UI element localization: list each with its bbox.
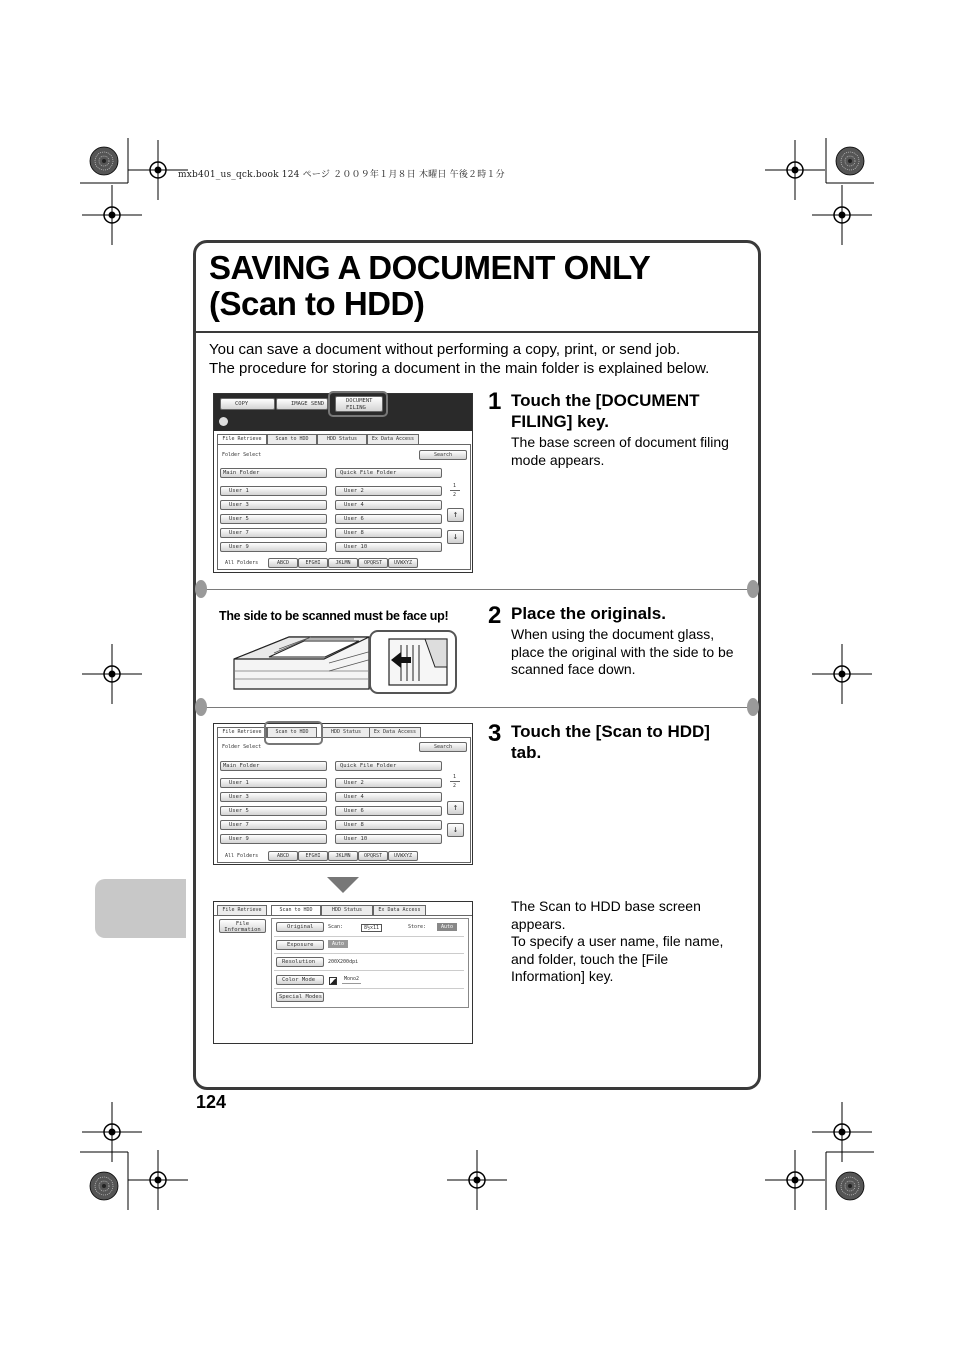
settings-row-divider bbox=[274, 970, 464, 971]
step-number: 1 bbox=[488, 388, 502, 415]
settings-row-divider bbox=[274, 936, 464, 937]
scanner-illustration bbox=[229, 627, 464, 695]
tab-ex-data-access[interactable]: Ex Data Access bbox=[373, 905, 426, 915]
color-mode-value: Mono2 bbox=[344, 976, 360, 982]
user-folder-button[interactable]: User 1 bbox=[220, 778, 327, 788]
scan-to-hdd-tab-highlight bbox=[264, 721, 323, 745]
title-divider bbox=[196, 331, 758, 333]
resolution-button[interactable]: Resolution bbox=[276, 957, 324, 967]
index-tab[interactable]: UVWXYZ bbox=[388, 851, 418, 861]
page-total: 2 bbox=[453, 492, 457, 498]
filing-screen-1 bbox=[213, 393, 473, 573]
user-folder-button[interactable]: User 5 bbox=[220, 806, 327, 816]
page-total: 2 bbox=[453, 783, 457, 789]
user-folder-button[interactable]: User 9 bbox=[220, 834, 327, 844]
quick-file-folder-button[interactable]: Quick File Folder bbox=[335, 761, 442, 771]
all-folders-label: All Folders bbox=[225, 853, 259, 859]
step-description: When using the document glass, place the original with the side to be scanned face down. bbox=[511, 626, 734, 677]
step-number: 3 bbox=[488, 720, 502, 747]
user-folder-button[interactable]: User 8 bbox=[335, 820, 442, 830]
step-divider bbox=[202, 589, 752, 590]
scroll-down-arrow-icon[interactable]: ↓ bbox=[447, 823, 464, 837]
user-folder-button[interactable]: User 7 bbox=[220, 528, 327, 538]
scan-settings-area bbox=[214, 915, 472, 916]
tab-file-retrieve[interactable]: File Retrieve bbox=[217, 434, 267, 445]
user-folder-button[interactable]: User 9 bbox=[220, 542, 327, 552]
user-folder-button[interactable]: User 2 bbox=[335, 486, 442, 496]
folder-select-label: Folder Select bbox=[222, 744, 262, 750]
step-title: Touch the [DOCUMENT FILING] key. bbox=[511, 391, 700, 431]
page-current: 1 bbox=[453, 774, 457, 780]
tab-scan-to-hdd[interactable]: Scan to HDD bbox=[271, 905, 321, 916]
step-description: The base screen of document filing mode appears. bbox=[511, 434, 729, 468]
user-folder-button[interactable]: User 6 bbox=[335, 806, 442, 816]
index-tab[interactable]: OPQRST bbox=[358, 851, 388, 861]
user-folder-button[interactable]: User 6 bbox=[335, 514, 442, 524]
step-title: Place the originals. bbox=[511, 604, 666, 623]
scan-label: Scan: bbox=[328, 924, 344, 930]
store-value: Auto bbox=[437, 923, 457, 931]
all-folders-label: All Folders bbox=[225, 560, 259, 566]
document-filing-icon bbox=[219, 417, 228, 426]
main-folder-button[interactable]: Main Folder bbox=[220, 468, 327, 478]
exposure-value: Auto bbox=[328, 940, 348, 948]
index-tab[interactable]: OPQRST bbox=[358, 558, 388, 568]
scan-size-value: 8½x11 bbox=[361, 924, 382, 932]
tab-file-retrieve[interactable]: File Retrieve bbox=[217, 727, 267, 738]
step-number: 2 bbox=[488, 602, 502, 629]
mono-color-icon bbox=[329, 977, 337, 985]
user-folder-button[interactable]: User 5 bbox=[220, 514, 327, 524]
scroll-down-arrow-icon[interactable]: ↓ bbox=[447, 530, 464, 544]
intro-text bbox=[209, 340, 754, 378]
page-current: 1 bbox=[453, 483, 457, 489]
special-modes-button[interactable]: Special Modes bbox=[276, 992, 324, 1002]
resolution-value: 200X200dpi bbox=[328, 959, 359, 965]
index-tab[interactable]: JKLMN bbox=[328, 851, 358, 861]
user-folder-button[interactable]: User 3 bbox=[220, 792, 327, 802]
intro-line-1: You can save a document without performing a copy, print, or send job. bbox=[209, 341, 681, 358]
scan-to-hdd-screen bbox=[213, 901, 473, 1044]
index-tab[interactable]: EFGHI bbox=[298, 851, 328, 861]
chapter-side-tab bbox=[95, 879, 186, 938]
divider-dot bbox=[195, 698, 207, 716]
tab-hdd-status[interactable]: HDD Status bbox=[321, 727, 371, 737]
index-tab[interactable]: EFGHI bbox=[298, 558, 328, 568]
main-folder-button[interactable]: Main Folder bbox=[220, 761, 327, 771]
page-title bbox=[209, 250, 650, 322]
step-description: The Scan to HDD base screen appears. To specify a user name, file name, and folder, touch the [File Information] key. bbox=[511, 898, 724, 984]
tab-hdd-status[interactable]: HDD Status bbox=[321, 905, 373, 915]
divider-dot bbox=[747, 698, 759, 716]
index-tab[interactable]: JKLMN bbox=[328, 558, 358, 568]
index-tab[interactable]: ABCD bbox=[268, 558, 298, 568]
user-folder-button[interactable]: User 3 bbox=[220, 500, 327, 510]
step-divider bbox=[202, 707, 752, 708]
user-folder-button[interactable]: User 7 bbox=[220, 820, 327, 830]
user-folder-button[interactable]: User 2 bbox=[335, 778, 442, 788]
filing-screen-2 bbox=[213, 723, 473, 865]
tab-scan-to-hdd[interactable]: Scan to HDD bbox=[267, 434, 317, 444]
page-divider-line bbox=[450, 781, 460, 782]
document-filing-key-highlight bbox=[328, 391, 388, 417]
next-screen-arrow-icon bbox=[327, 877, 359, 893]
tab-ex-data-access[interactable]: Ex Data Access bbox=[367, 434, 419, 444]
tab-file-retrieve[interactable]: File Retrieve bbox=[217, 905, 267, 915]
original-button[interactable]: Original bbox=[276, 922, 324, 932]
user-folder-button[interactable]: User 1 bbox=[220, 486, 327, 496]
settings-row-divider bbox=[274, 953, 464, 954]
index-tab[interactable]: UVWXYZ bbox=[388, 558, 418, 568]
tab-scan-to-hdd[interactable]: Scan to HDD bbox=[267, 727, 317, 737]
copy-mode-key[interactable]: COPY bbox=[220, 398, 275, 410]
face-up-note: The side to be scanned must be face up! bbox=[219, 609, 449, 623]
tab-ex-data-access[interactable]: Ex Data Access bbox=[369, 727, 421, 737]
scroll-up-arrow-icon[interactable]: ↑ bbox=[447, 508, 464, 522]
user-folder-button[interactable]: User 8 bbox=[335, 528, 442, 538]
image-send-mode-key[interactable]: IMAGE SEND bbox=[276, 398, 328, 410]
title-line-1: SAVING A DOCUMENT ONLY bbox=[209, 249, 651, 286]
user-folder-button[interactable]: User 4 bbox=[335, 792, 442, 802]
quick-file-folder-button[interactable]: Quick File Folder bbox=[335, 468, 442, 478]
index-tab[interactable]: ABCD bbox=[268, 851, 298, 861]
intro-line-2: The procedure for storing a document in the main folder is explained below. bbox=[209, 360, 710, 377]
search-button[interactable]: Search bbox=[419, 742, 467, 752]
file-information-button[interactable]: File Information bbox=[219, 919, 266, 933]
print-header: mxb401_us_qck.book 124 ページ ２００９年１月８日 木曜日 午後２時１分 bbox=[178, 170, 505, 180]
scroll-up-arrow-icon[interactable]: ↑ bbox=[447, 801, 464, 815]
store-label: Store: bbox=[408, 924, 427, 930]
settings-row-divider bbox=[274, 988, 464, 989]
divider-dot bbox=[747, 580, 759, 598]
user-folder-button[interactable]: User 10 bbox=[335, 542, 442, 552]
document-filing-mode-key[interactable]: DOCUMENT FILING bbox=[335, 396, 383, 412]
user-folder-button[interactable]: User 4 bbox=[335, 500, 442, 510]
color-mode-button[interactable]: Color Mode bbox=[276, 975, 324, 985]
step-title: Touch the [Scan to HDD] tab. bbox=[511, 722, 710, 762]
folder-select-label: Folder Select bbox=[222, 452, 262, 458]
title-line-2: (Scan to HDD) bbox=[209, 285, 425, 322]
divider-dot bbox=[195, 580, 207, 598]
page-number: 124 bbox=[196, 1092, 227, 1112]
page-divider-line bbox=[450, 490, 460, 491]
exposure-button[interactable]: Exposure bbox=[276, 940, 324, 950]
tab-hdd-status[interactable]: HDD Status bbox=[317, 434, 367, 444]
user-folder-button[interactable]: User 10 bbox=[335, 834, 442, 844]
search-button[interactable]: Search bbox=[419, 450, 467, 460]
